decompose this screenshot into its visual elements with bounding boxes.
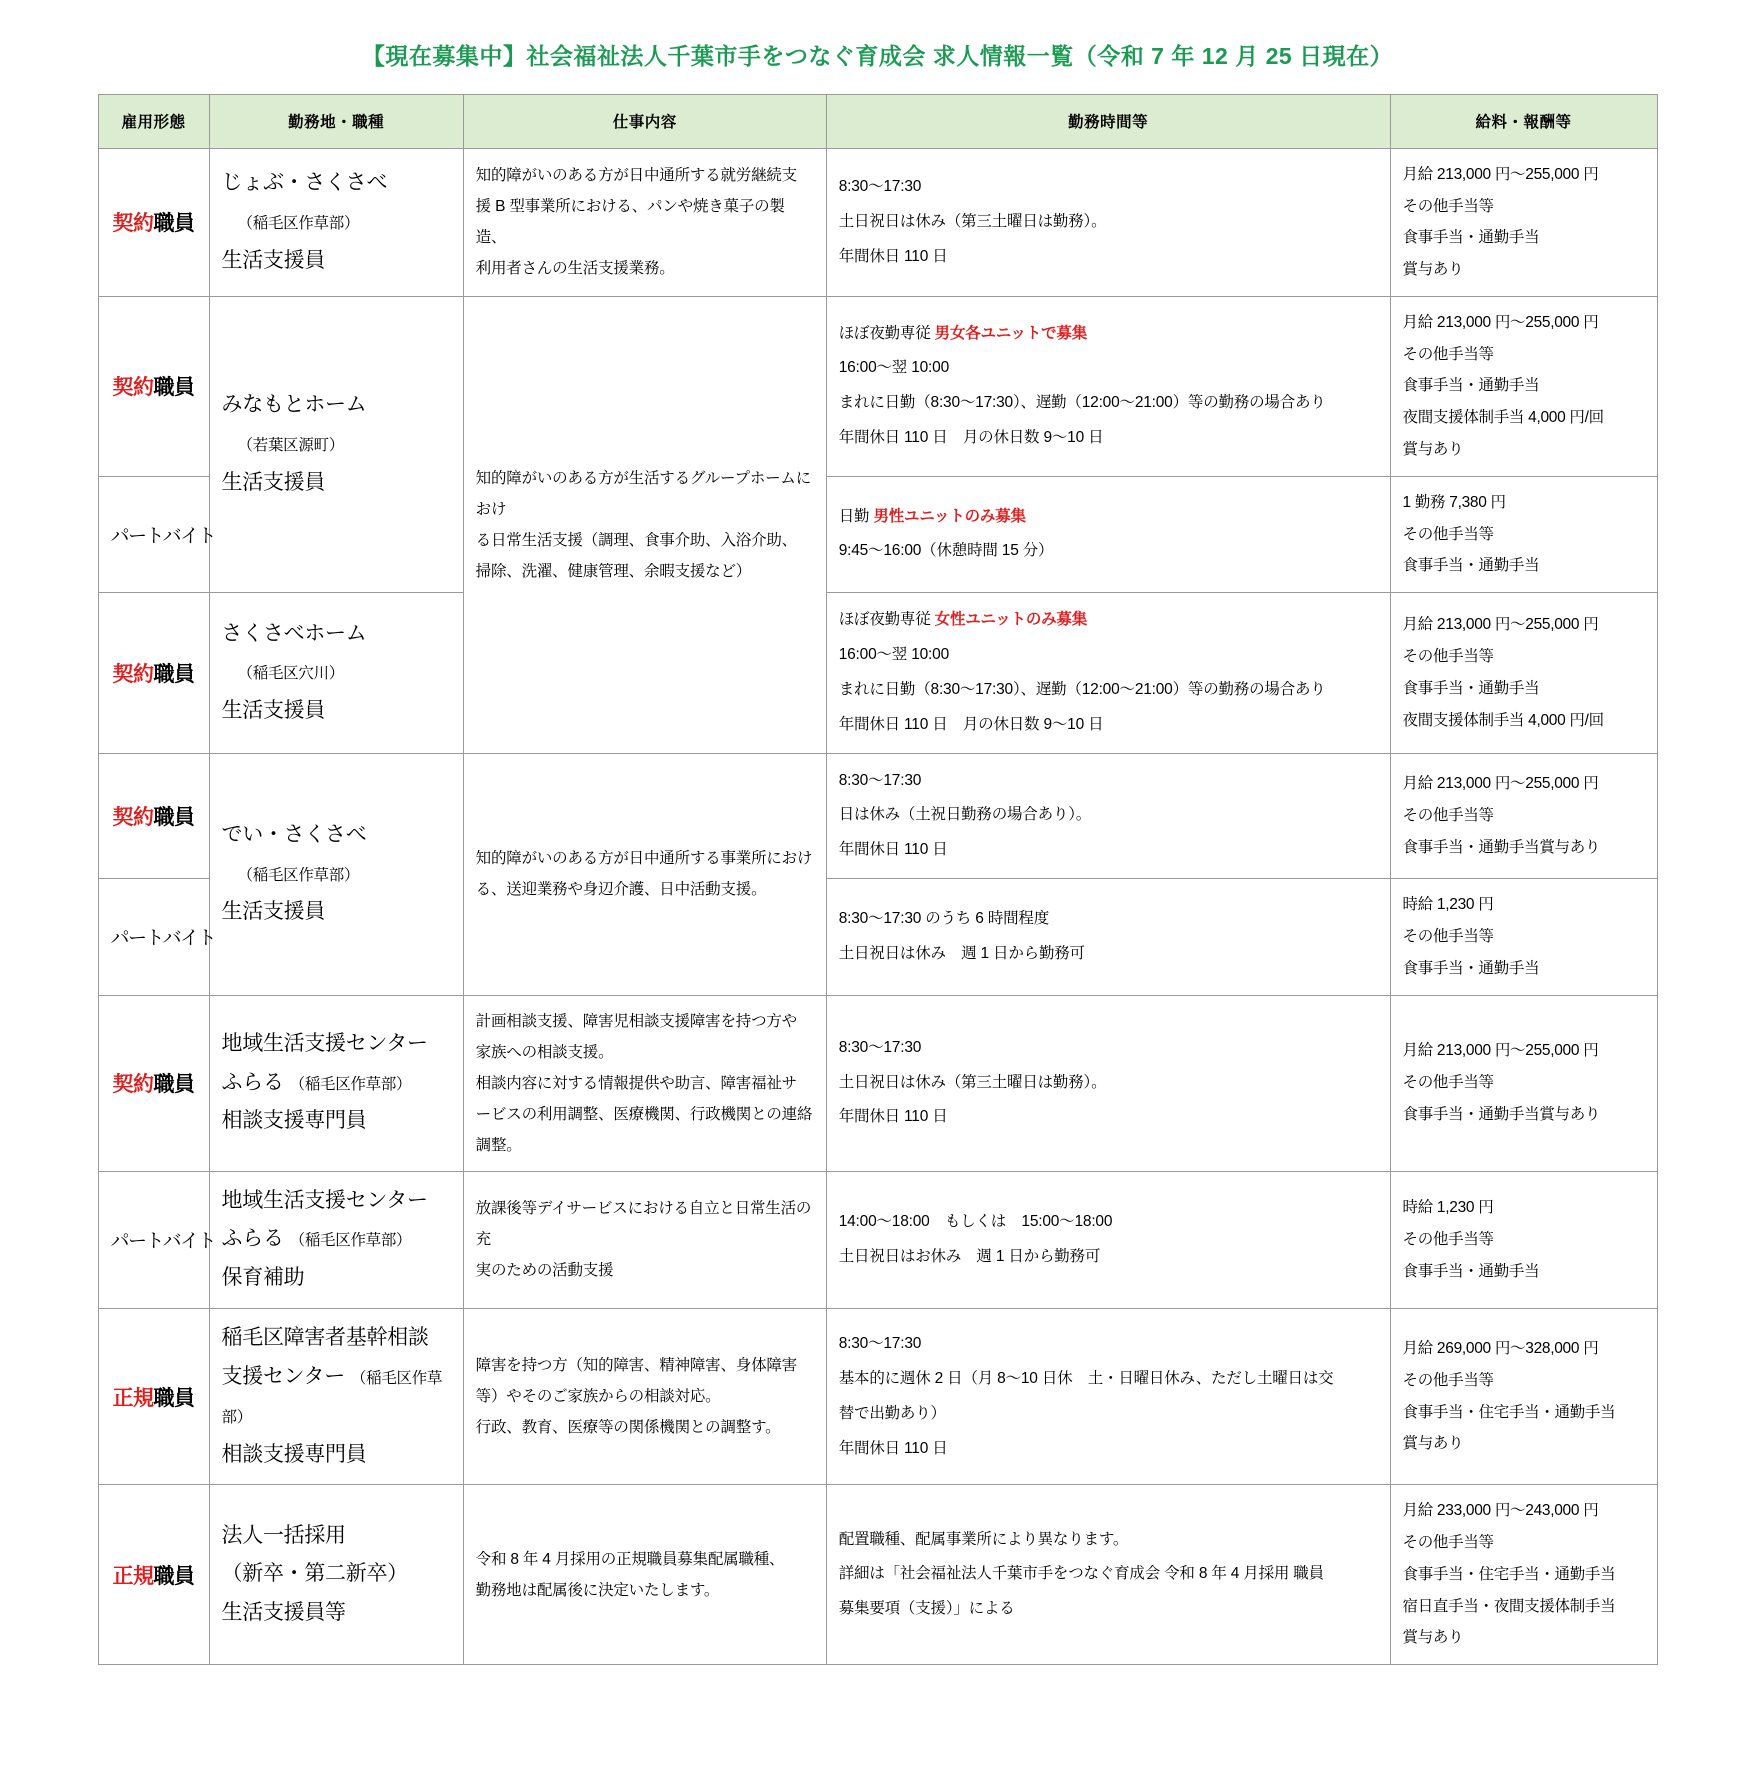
pay-line: 宿日直手当・夜間支援体制手当: [1402, 1597, 1616, 1615]
work-content-line: る、送迎業務や身辺介護、日中活動支援。: [475, 881, 767, 899]
workplace-name-second-line: [222, 1220, 451, 1259]
employment-type-prefix: 契約: [112, 376, 154, 400]
column-header-employment-type: 雇用形態: [98, 94, 209, 148]
work-hours-line: まれに日勤（8:30〜17:30）、遅勤（12:00〜21:00）等の勤務の場合あり: [838, 680, 1326, 698]
pay-line: その他手当等: [1402, 525, 1494, 543]
job-role: 生活支援員: [221, 699, 326, 723]
cell-employment-type: [98, 1309, 209, 1485]
work-content-line: 援 B 型事業所における、パンや焼き菓子の製造、: [475, 198, 785, 247]
employment-type-prefix: 契約: [112, 1073, 154, 1096]
work-hours-line: 募集要項（支援）」による: [838, 1600, 1015, 1618]
column-header-work-content: 仕事内容: [463, 94, 826, 148]
employment-type-prefix: 正規: [112, 1564, 154, 1588]
work-content-line: 知的障がいのある方が日中通所する就労継続支: [475, 167, 797, 185]
work-hours-line: 年間休日 110 日: [838, 1439, 948, 1457]
workplace-name-second-line: [222, 1358, 451, 1436]
workplace-name-second-line: [222, 1064, 451, 1103]
work-hours-line: 8:30〜17:30: [838, 771, 922, 789]
cell-pay: [1390, 148, 1657, 296]
table-row: [98, 148, 1657, 296]
work-hours-line: 替で出勤あり）: [838, 1404, 946, 1422]
pay-line: 月給 213,000 円〜255,000 円: [1402, 1042, 1599, 1060]
work-content-line: 令和 8 年 4 月採用の正規職員募集配属職種、: [475, 1550, 785, 1568]
pay-line: その他手当等: [1402, 1371, 1494, 1389]
cell-work-hours: [826, 1309, 1390, 1485]
cell-work-content: [463, 1171, 826, 1309]
workplace-address: （稲毛区穴川）: [237, 665, 344, 683]
pay-line: 月給 213,000 円〜255,000 円: [1402, 165, 1599, 183]
pay-line: 食事手当・通勤手当賞与あり: [1402, 1105, 1601, 1123]
cell-work-hours: [826, 879, 1390, 995]
workplace-name: じょぶ・さくさべ: [221, 171, 388, 195]
pay-line: その他手当等: [1402, 648, 1494, 666]
job-role: 生活支援員: [221, 470, 326, 494]
work-content-line: 勤務地は配属後に決定いたします。: [475, 1581, 720, 1599]
cell-employment-type: [98, 593, 209, 754]
job-role: 相談支援専門員: [221, 1109, 367, 1133]
cell-employment-type: パートバイト: [98, 476, 209, 592]
table-row: [98, 1171, 1657, 1309]
column-header-pay: 給料・報酬等: [1390, 94, 1657, 148]
cell-work-hours: [826, 753, 1390, 879]
cell-pay: [1390, 296, 1657, 476]
pay-line: 夜間支援体制手当 4,000 円/回: [1402, 711, 1604, 729]
cell-pay: [1390, 1485, 1657, 1665]
work-hours-highlight: 男女各ユニットで募集: [934, 324, 1088, 342]
cell-work-hours: [826, 148, 1390, 296]
work-content-line: 知的障がいのある方が生活するグループホームにおけ: [475, 469, 812, 518]
employment-type-suffix: 職員: [153, 662, 195, 686]
work-hours-headline-label: 日勤: [838, 507, 870, 525]
workplace-name-text: ふらる: [221, 1070, 284, 1094]
workplace-name: 法人一括採用: [221, 1523, 346, 1547]
cell-work-hours: [826, 296, 1390, 476]
work-hours-headline-label: ほぼ夜勤専従: [838, 611, 931, 629]
job-role: 相談支援専門員: [221, 1442, 367, 1466]
cell-work-content: [463, 995, 826, 1171]
work-hours-line: 土日祝日は休み 週 1 日から勤務可: [838, 944, 1085, 962]
employment-type-prefix: 契約: [112, 662, 154, 686]
workplace-name: さくさべホーム: [221, 621, 367, 645]
cell-employment-type: [98, 1485, 209, 1665]
workplace-name: みなもとホーム: [221, 393, 367, 417]
table-row: [98, 1485, 1657, 1665]
pay-line: 食事手当・通勤手当: [1402, 377, 1540, 395]
workplace-address: （稲毛区作草部）: [221, 1369, 443, 1426]
pay-line: 食事手当・通勤手当: [1402, 679, 1540, 697]
cell-pay: [1390, 1171, 1657, 1309]
cell-pay: [1390, 593, 1657, 754]
pay-line: 1 勤務 7,380 円: [1402, 493, 1506, 511]
work-hours-line: 14:00〜18:00 もしくは 15:00〜18:00: [838, 1212, 1113, 1230]
employment-type-prefix: 契約: [112, 212, 154, 236]
pay-line: 賞与あり: [1402, 441, 1464, 459]
employment-type-suffix: 職員: [153, 376, 195, 400]
pay-line: その他手当等: [1402, 345, 1494, 363]
pay-line: 食事手当・通勤手当: [1402, 1262, 1540, 1280]
cell-place-and-role: [209, 995, 463, 1171]
work-hours-highlight: 女性ユニットのみ募集: [934, 611, 1088, 629]
cell-place-and-role: [209, 593, 463, 754]
work-hours-line: 基本的に週休 2 日（月 8〜10 日休 土・日曜日休み、ただし土曜日は交: [838, 1369, 1334, 1387]
pay-line: 食事手当・通勤手当: [1402, 229, 1540, 247]
workplace-address: （稲毛区作草部）: [289, 1232, 412, 1250]
cell-place-and-role: [209, 1171, 463, 1309]
page-title: 【現在募集中】社会福祉法人千葉市手をつなぐ育成会 求人情報一覧（令和 7 年 12 月 25 日現在）: [361, 43, 1394, 69]
cell-work-content: [463, 1309, 826, 1485]
table-header-row: [98, 94, 1657, 148]
work-hours-line: 年間休日 110 日: [838, 247, 948, 265]
table-row: [98, 753, 1657, 879]
work-hours-line: 年間休日 110 日: [838, 1108, 948, 1126]
column-header-work-hours: 勤務時間等: [826, 94, 1390, 148]
work-content-line: 計画相談支援、障害児相談支援障害を持つ方や: [475, 1012, 797, 1030]
pay-line: 賞与あり: [1402, 1435, 1464, 1453]
cell-work-hours: [826, 1171, 1390, 1309]
pay-line: その他手当等: [1402, 927, 1494, 945]
pay-line: 賞与あり: [1402, 261, 1464, 279]
pay-line: 月給 213,000 円〜255,000 円: [1402, 313, 1599, 331]
pay-line: 時給 1,230 円: [1402, 896, 1494, 914]
employment-type-suffix: 職員: [153, 1386, 195, 1410]
pay-line: 食事手当・通勤手当: [1402, 557, 1540, 575]
work-content-line: 家族への相談支援。: [475, 1043, 614, 1061]
cell-work-hours: [826, 995, 1390, 1171]
cell-place-and-role: [209, 148, 463, 296]
work-hours-line: 年間休日 110 日: [838, 841, 948, 859]
pay-line: 食事手当・住宅手当・通勤手当: [1402, 1565, 1616, 1583]
cell-employment-type: [98, 296, 209, 476]
pay-line: 夜間支援体制手当 4,000 円/回: [1402, 409, 1604, 427]
work-hours-headline-label: ほぼ夜勤専従: [838, 324, 931, 342]
cell-place-and-role: [209, 1485, 463, 1665]
work-content-line: 掃除、洗濯、健康管理、余暇支援など）: [475, 562, 752, 580]
pay-line: その他手当等: [1402, 1230, 1494, 1248]
pay-line: 食事手当・通勤手当賞与あり: [1402, 838, 1601, 856]
cell-work-content: [463, 1485, 826, 1665]
employment-type-prefix: 契約: [112, 805, 154, 829]
pay-line: その他手当等: [1402, 1074, 1494, 1092]
work-content-line: 実のための活動支援: [475, 1262, 614, 1280]
employment-type-suffix: 職員: [153, 1073, 195, 1096]
cell-employment-type: [98, 753, 209, 879]
workplace-name-text: ふらる: [221, 1227, 284, 1251]
pay-line: その他手当等: [1402, 197, 1494, 215]
work-hours-headline: [839, 317, 1378, 352]
work-hours-line: 16:00〜翌 10:00: [838, 645, 950, 663]
pay-line: 食事手当・住宅手当・通勤手当: [1402, 1403, 1616, 1421]
work-content-line: 知的障がいのある方が日中通所する事業所におけ: [475, 850, 813, 868]
work-content-line: 利用者さんの生活支援業務。: [475, 260, 675, 278]
workplace-name: 稲毛区障害者基幹相談: [221, 1326, 429, 1350]
employment-type-suffix: 職員: [153, 805, 195, 829]
pay-line: 月給 213,000 円〜255,000 円: [1402, 775, 1599, 793]
job-role: 生活支援員等: [221, 1601, 346, 1625]
workplace-address: （新卒・第二新卒）: [221, 1562, 408, 1586]
work-hours-headline: [839, 500, 1378, 535]
pay-line: 月給 213,000 円〜255,000 円: [1402, 616, 1599, 634]
table-row: [98, 593, 1657, 754]
employment-type-suffix: 職員: [153, 1564, 195, 1588]
work-hours-line: 配置職種、配属事業所により異なります。: [838, 1530, 1129, 1548]
cell-employment-type: パートバイト: [98, 879, 209, 995]
workplace-name: でい・さくさべ: [221, 822, 367, 846]
job-role: 保育補助: [221, 1266, 305, 1290]
cell-employment-type: [98, 995, 209, 1171]
cell-place-and-role: [209, 1309, 463, 1485]
table-row: [98, 1309, 1657, 1485]
work-content-line: 等）やそのご家族からの相談対応。: [475, 1388, 721, 1406]
cell-pay: [1390, 753, 1657, 879]
work-hours-line: 日は休み（土祝日勤務の場合あり）。: [838, 806, 1092, 824]
cell-work-hours: [826, 476, 1390, 592]
work-hours-line: 16:00〜翌 10:00: [838, 359, 950, 377]
cell-place-and-role: [209, 753, 463, 995]
workplace-address: （稲毛区作草部）: [237, 215, 360, 232]
work-content-line: ービスの利用調整、医療機関、行政機関との連絡: [475, 1105, 813, 1123]
pay-line: 食事手当・通勤手当: [1402, 959, 1540, 977]
table-row: [98, 995, 1657, 1171]
job-listing-table: [98, 94, 1658, 1665]
work-content-line: る日常生活支援（調理、食事介助、入浴介助、: [475, 531, 797, 549]
work-hours-headline: [839, 603, 1378, 638]
cell-employment-type: パートバイト: [98, 1171, 209, 1309]
job-role: 生活支援員: [221, 900, 326, 924]
work-content-line: 障害を持つ方（知的障害、精神障害、身体障害: [475, 1357, 797, 1375]
cell-work-content: [463, 753, 826, 995]
pay-line: その他手当等: [1402, 807, 1494, 824]
cell-work-content: [463, 148, 826, 296]
work-content-line: 相談内容に対する情報提供や助言、障害福祉サ: [475, 1074, 797, 1092]
work-hours-line: 8:30〜17:30: [838, 178, 922, 196]
work-hours-line: 9:45〜16:00（休憩時間 15 分）: [838, 542, 1054, 560]
cell-work-hours: [826, 1485, 1390, 1665]
pay-line: その他手当等: [1402, 1534, 1494, 1552]
pay-line: 月給 269,000 円〜328,000 円: [1402, 1340, 1599, 1358]
cell-employment-type: [98, 148, 209, 296]
cell-place-and-role: [209, 296, 463, 592]
pay-line: 月給 233,000 円〜243,000 円: [1402, 1502, 1599, 1520]
work-hours-line: 8:30〜17:30: [838, 1334, 922, 1352]
work-content-line: 放課後等デイサービスにおける自立と日常生活の充: [475, 1200, 812, 1249]
table-row: [98, 296, 1657, 476]
work-content-line: 調整。: [475, 1136, 522, 1154]
work-hours-line: まれに日勤（8:30〜17:30）、遅勤（12:00〜21:00）等の勤務の場合あり: [838, 394, 1326, 412]
cell-pay: [1390, 1309, 1657, 1485]
employment-type-prefix: 正規: [112, 1386, 154, 1410]
cell-pay: [1390, 995, 1657, 1171]
workplace-name: 地域生活支援センター: [221, 1188, 428, 1212]
workplace-address: （稲毛区作草部）: [237, 866, 360, 884]
workplace-name: 地域生活支援センター: [221, 1031, 428, 1055]
employment-type-suffix: 職員: [153, 212, 195, 236]
pay-line: 時給 1,230 円: [1402, 1199, 1494, 1217]
work-hours-line: 土日祝日は休み（第三土曜日は勤務）。: [838, 212, 1107, 230]
workplace-address: （稲毛区作草部）: [289, 1075, 412, 1093]
work-hours-line: 年間休日 110 日 月の休日数 9〜10 日: [838, 429, 1104, 447]
work-content-line: 行政、教育、医療等の関係機関との調整す。: [475, 1419, 781, 1437]
job-role: 生活支援員: [221, 248, 326, 272]
column-header-place-and-role: 勤務地・職種: [209, 94, 463, 148]
work-hours-line: 土日祝日はお休み 週 1 日から勤務可: [838, 1247, 1101, 1265]
work-hours-highlight: 男性ユニットのみ募集: [873, 507, 1026, 525]
pay-line: 賞与あり: [1402, 1629, 1464, 1647]
workplace-name-text: 支援センター: [221, 1364, 345, 1388]
workplace-address: （若葉区源町）: [237, 437, 344, 455]
work-hours-line: 土日祝日は休み（第三土曜日は勤務）。: [838, 1073, 1107, 1091]
work-hours-line: 年間休日 110 日 月の休日数 9〜10 日: [838, 715, 1104, 733]
cell-pay: [1390, 476, 1657, 592]
work-hours-line: 8:30〜17:30: [838, 1038, 922, 1056]
work-hours-line: 8:30〜17:30 のうち 6 時間程度: [838, 909, 1050, 927]
cell-pay: [1390, 879, 1657, 995]
work-hours-line: 詳細は「社会福祉法人千葉市手をつなぐ育成会 令和 8 年 4 月採用 職員: [838, 1565, 1324, 1583]
cell-work-content: [463, 296, 826, 753]
cell-work-hours: [826, 593, 1390, 754]
